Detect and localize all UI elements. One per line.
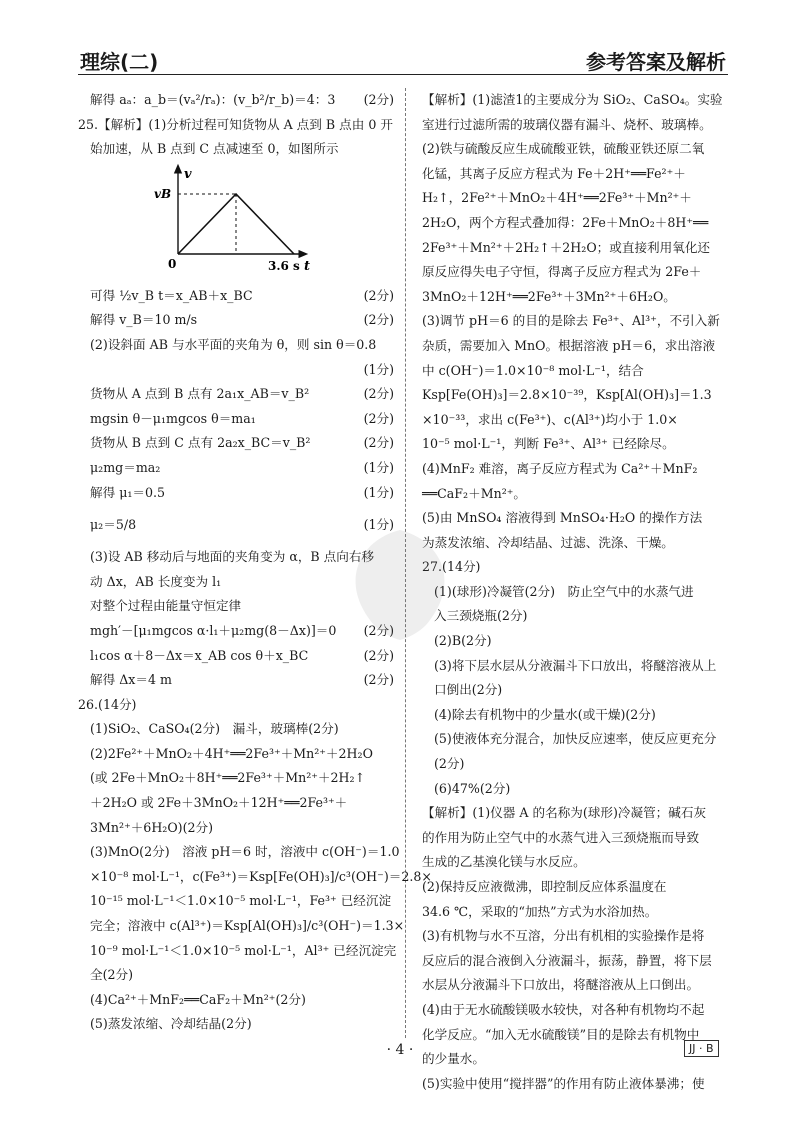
- analysis-line: 【解析】(1)仪器 A 的名称为(球形)冷凝管；碱石灰: [422, 805, 707, 821]
- answer-line: ×10⁻⁸ mol·L⁻¹，c(Fe³⁺)＝Ksp[Fe(OH)₃]/c³(OH⁻)＝2.8×: [90, 868, 432, 884]
- answer-line: 10⁻⁹ mol·L⁻¹＜1.0×10⁻⁵ mol·L⁻¹，Al³⁺ 已经沉淀完: [90, 942, 397, 958]
- answer-line: 完全；溶液中 c(Al³⁺)＝Ksp[Al(OH)₃]/c³(OH⁻)＝1.3×: [90, 918, 405, 934]
- analysis-line: (4)由于无水硫酸镁吸水较快，对各种有机物均不起: [422, 1001, 705, 1017]
- analysis-line: (3)调节 pH＝6 的目的是除去 Fe³⁺、Al³⁺，不引入新: [422, 313, 720, 329]
- analysis-line: 34.6 ℃，采取的“加热”方式为水浴加热。: [422, 903, 658, 919]
- answer-line: 25.【解析】(1)分析过程可知货物从 A 点到 B 点由 0 开: [78, 116, 393, 132]
- answer-line: 动 Δx，AB 长度变为 l₁: [90, 573, 222, 589]
- analysis-line: 口倒出(2分): [434, 682, 503, 698]
- analysis-line: 化锰，其离子反应方程式为 Fe＋2H⁺══Fe²⁺＋: [422, 165, 686, 181]
- analysis-line: (1)(球形)冷凝管(2分) 防止空气中的水蒸气进: [434, 583, 694, 599]
- analysis-line: 2H₂O，两个方程式叠加得：2Fe＋MnO₂＋8H⁺══: [422, 214, 709, 230]
- analysis-line: 的作用为防止空气中的水蒸气进入三颈烧瓶而导致: [422, 829, 700, 845]
- answer-line: 解得 μ₁＝0.5 (1分): [90, 484, 394, 500]
- graph-x-label: t: [304, 258, 311, 274]
- answer-line: μ₂mg＝ma₂ (1分): [90, 459, 394, 475]
- answer-line: 对整个过程由能量守恒定律: [90, 598, 242, 614]
- analysis-line: 水层从分液漏斗下口放出，将醚溶液从上口倒出。: [422, 977, 700, 993]
- answer-line: 可得 ½v_B t＝x_AB＋x_BC (2分): [90, 287, 394, 303]
- answer-line: 3Mn²⁺＋6H₂O)(2分): [90, 819, 214, 835]
- analysis-line: 【解析】(1)滤渣1的主要成分为 SiO₂、CaSO₄。实验: [422, 92, 723, 107]
- analysis-line: 原反应得失电子守恒，得离子反应方程式为 2Fe＋: [422, 264, 702, 280]
- analysis-line: (6)47%(2分): [434, 780, 511, 796]
- analysis-line: (2分): [434, 756, 465, 772]
- analysis-line: (2)B(2分): [434, 633, 492, 649]
- page-header: [78, 40, 728, 75]
- analysis-line: 3MnO₂＋12H⁺══2Fe³⁺＋3Mn²⁺＋6H₂O。: [422, 288, 676, 304]
- graph-y-label: v: [184, 166, 192, 182]
- answer-line: 解得 v_B＝10 m/s (2分): [90, 312, 394, 328]
- graph-peak-label: vB: [154, 186, 172, 201]
- analysis-line: (5)使液体充分混合，加快反应速率，使反应更充分: [434, 731, 717, 747]
- graph-origin-label: 0: [168, 256, 177, 271]
- analysis-line: 10⁻⁵ mol·L⁻¹，判断 Fe³⁺、Al³⁺ 已经除尽。: [422, 436, 675, 452]
- answer-line: 始加速，从 B 点到 C 点减速至 0，如图所示: [90, 141, 339, 157]
- answer-line: (3)MnO(2分) 溶液 pH＝6 时，溶液中 c(OH⁻)＝1.0: [90, 844, 400, 860]
- analysis-line: 27.(14分): [422, 559, 481, 575]
- answer-line: (5)蒸发浓缩、冷却结晶(2分): [90, 1016, 252, 1032]
- analysis-line: 生成的乙基溴化镁与水反应。: [422, 854, 586, 870]
- analysis-line: 杂质，需要加入 MnO。根据溶液 pH＝6，求出溶液: [422, 337, 716, 353]
- analysis-line: 反应后的混合液倒入分液漏斗，振荡，静置，将下层: [422, 952, 712, 968]
- answer-line: 全(2分): [90, 967, 134, 983]
- analysis-line: (4)MnF₂ 难溶，离子反应方程式为 Ca²⁺＋MnF₂: [422, 460, 698, 476]
- analysis-line: (2)保持反应液微沸，即控制反应体系温度在: [422, 879, 667, 894]
- answer-line: ＋2H₂O 或 2Fe＋3MnO₂＋12H⁺══2Fe³⁺＋: [90, 795, 348, 811]
- answer-line: 解得 aₐ：a_b＝(vₐ²/rₐ)：(v_b²/r_b)＝4：3 (2分): [90, 92, 394, 107]
- answer-line: (2)2Fe²⁺＋MnO₂＋4H⁺══2Fe³⁺＋Mn²⁺＋2H₂O: [90, 745, 373, 761]
- answer-line: (2)设斜面 AB 与水平面的夹角为 θ，则 sin θ＝0.8: [90, 336, 377, 352]
- analysis-line: (2)铁与硫酸反应生成硫酸亚铁，硫酸亚铁还原二氧: [422, 141, 705, 157]
- analysis-line: (4)除去有机物中的少量水(或干燥)(2分): [434, 706, 656, 722]
- answer-line: (1分): [363, 361, 394, 377]
- analysis-line: (3)有机物与水不互溶，分出有机相的实验操作是将: [422, 928, 705, 944]
- header-title: 参考答案及解析: [586, 50, 726, 74]
- analysis-line: ×10⁻³³，求出 c(Fe³⁺)、c(Al³⁺)均小于 1.0×: [422, 411, 678, 427]
- analysis-line: 中 c(OH⁻)＝1.0×10⁻⁸ mol·L⁻¹，结合: [422, 362, 644, 378]
- analysis-line: (3)将下层水层从分液漏斗下口放出，将醚溶液从上: [434, 657, 717, 673]
- answer-line: mgsin θ－μ₁mgcos θ＝ma₁ (2分): [90, 410, 394, 426]
- analysis-line: (5)实验中使用“搅拌器”的作用有防止液体暴沸；使: [422, 1075, 705, 1091]
- analysis-line: ══CaF₂＋Mn²⁺。: [422, 485, 526, 501]
- analysis-line: (5)由 MnSO₄ 溶液得到 MnSO₄·H₂O 的操作方法: [422, 510, 703, 526]
- analysis-line: Ksp[Fe(OH)₃]＝2.8×10⁻³⁹，Ksp[Al(OH)₃]＝1.3: [422, 387, 712, 403]
- answer-line: (3)设 AB 移动后与地面的夹角变为 α，B 点向右移: [90, 549, 375, 565]
- answer-line: (或 2Fe＋MnO₂＋8H⁺══2Fe³⁺＋Mn²⁺＋2H₂↑: [90, 770, 366, 786]
- velocity-time-graph: [78, 162, 394, 284]
- vt-graph-svg: [78, 162, 394, 284]
- answer-line: (1)SiO₂、CaSO₄(2分) 漏斗，玻璃棒(2分): [90, 721, 339, 737]
- answer-line: 26.(14分): [78, 696, 137, 712]
- analysis-line: 室进行过滤所需的玻璃仪器有漏斗、烧杯、玻璃棒。: [422, 116, 712, 132]
- answer-line: l₁cos α＋8－Δx＝x_AB cos θ＋x_BC (2分): [90, 647, 394, 663]
- header-subject: 理综(二): [80, 50, 159, 74]
- analysis-line: 入三颈烧瓶(2分): [434, 608, 528, 624]
- analysis-line: 2Fe³⁺＋Mn²⁺＋2H₂↑＋2H₂O；或直接利用氧化还: [422, 239, 711, 255]
- watermark-logo: [300, 520, 500, 650]
- answer-line: 货物从 B 点到 C 点有 2a₂x_BC＝v_B² (2分): [90, 435, 394, 451]
- answer-line: 解得 Δx＝4 m (2分): [90, 672, 394, 688]
- graph-x-tick-label: 3.6 s: [268, 258, 300, 273]
- paper-code-badge: JJ · B: [684, 1040, 719, 1057]
- answer-line: (4)Ca²⁺＋MnF₂══CaF₂＋Mn²⁺(2分): [90, 991, 306, 1007]
- analysis-line: 为蒸发浓缩、冷却结晶、过滤、洗涤、干燥。: [422, 534, 674, 550]
- page-number: · 4 ·: [386, 1042, 414, 1058]
- answer-line: mgh′－[μ₁mgcos α·l₁＋μ₂mg(8－Δx)]＝0 (2分): [90, 622, 394, 638]
- analysis-line: H₂↑，2Fe²⁺＋MnO₂＋4H⁺══2Fe³⁺＋Mn²⁺＋: [422, 190, 692, 206]
- answer-line: 货物从 A 点到 B 点有 2a₁x_AB＝v_B² (2分): [90, 386, 394, 402]
- answer-line: 10⁻¹⁵ mol·L⁻¹＜1.0×10⁻⁵ mol·L⁻¹，Fe³⁺ 已经沉淀: [90, 893, 392, 909]
- answer-line: μ₂＝5/8 (1分): [90, 517, 394, 533]
- analysis-line: 化学反应。“加入无水硫酸镁”目的是除去有机物中: [422, 1026, 700, 1042]
- analysis-line: 的少量水。: [422, 1051, 485, 1067]
